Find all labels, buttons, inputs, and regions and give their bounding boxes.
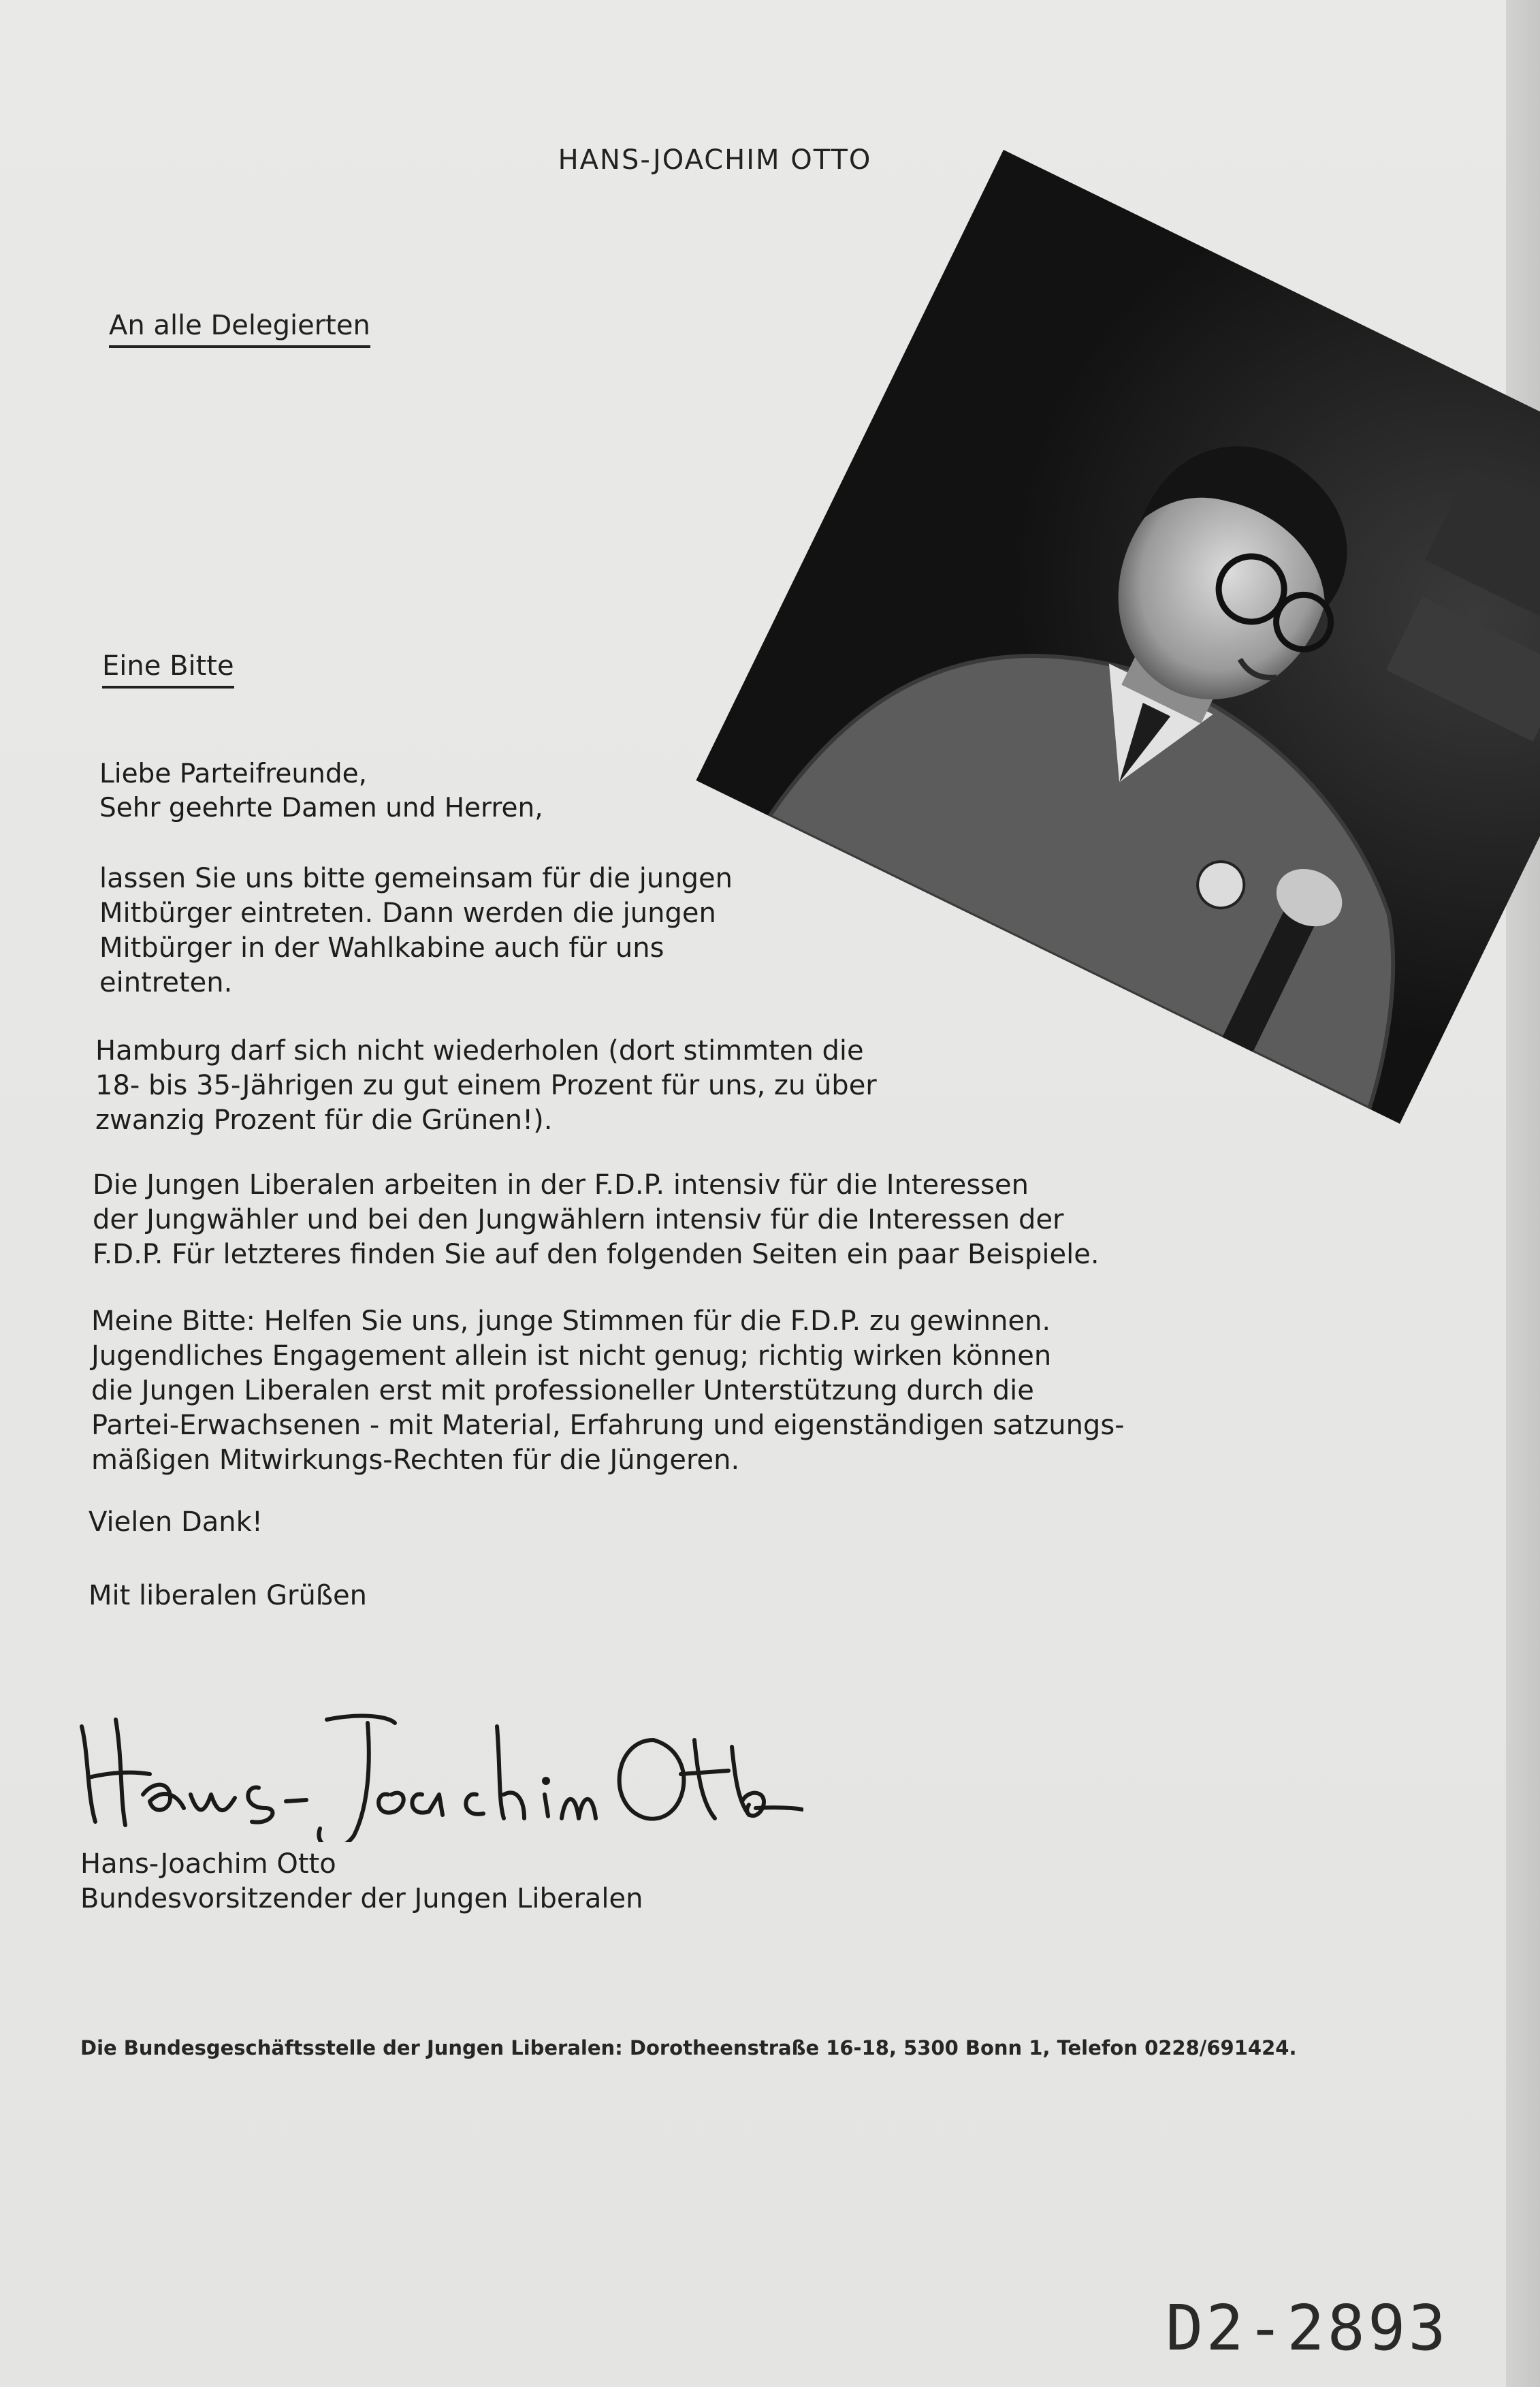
- signer-block: [80, 1847, 643, 1916]
- handwritten-signature: [68, 1699, 803, 1842]
- salutation: [99, 757, 543, 825]
- closing-line: Mit liberalen Grüßen: [89, 1580, 367, 1611]
- salutation-line: Liebe Parteifreunde,: [99, 759, 368, 789]
- portrait-photo: [696, 150, 1540, 1124]
- signer-title: Bundesvorsitzender der Jungen Liberalen: [80, 1883, 643, 1914]
- footer-address: Die Bundesgeschäftsstelle der Jungen Liberalen: Dorotheenstraße 16-18, 5300 Bonn 1, Telefon 0228/691424.: [80, 2036, 1297, 2059]
- subject-heading: Eine Bitte: [102, 650, 234, 689]
- scan-edge: [1506, 0, 1540, 2387]
- paragraph-line: Jugendliches Engagement allein ist nicht genug; richtig wirken können: [91, 1340, 1052, 1372]
- paragraph-line: Partei-Erwachsenen - mit Material, Erfahrung und eigenständigen satzungs-: [91, 1410, 1125, 1441]
- paragraph-line: Mitbürger eintreten. Dann werden die jungen: [99, 898, 716, 929]
- paragraph-1: [99, 861, 733, 1000]
- paragraph-line: Mitbürger in der Wahlkabine auch für uns: [99, 932, 664, 964]
- paragraph-4: [91, 1304, 1125, 1478]
- paragraph-line: Hamburg darf sich nicht wiederholen (dort stimmten die: [95, 1035, 864, 1066]
- paragraph-line: Die Jungen Liberalen arbeiten in der F.D.P. intensiv für die Interessen: [93, 1169, 1029, 1201]
- paragraph-line: mäßigen Mitwirkungs-Rechten für die Jüngeren.: [91, 1444, 740, 1476]
- paragraph-line: lassen Sie uns bitte gemeinsam für die jungen: [99, 863, 733, 894]
- paragraph-2: [95, 1034, 877, 1138]
- paragraph-line: die Jungen Liberalen erst mit professioneller Unterstützung durch die: [91, 1375, 1034, 1406]
- salutation-line: Sehr geehrte Damen und Herren,: [99, 793, 543, 823]
- thanks-line: Vielen Dank!: [89, 1506, 263, 1538]
- paragraph-line: 18- bis 35-Jährigen zu gut einem Prozent für uns, zu über: [95, 1070, 877, 1101]
- paragraph-line: Meine Bitte: Helfen Sie uns, junge Stimmen für die F.D.P. zu gewinnen.: [91, 1306, 1051, 1337]
- portrait-photo-graphic: [696, 150, 1540, 1124]
- paragraph-line: F.D.P. Für letzteres finden Sie auf den folgenden Seiten ein paar Beispiele.: [93, 1239, 1100, 1270]
- paragraph-line: der Jungwähler und bei den Jungwählern intensiv für die Interessen der: [93, 1204, 1064, 1235]
- addressee-heading: An alle Delegierten: [109, 310, 370, 348]
- archive-number: D2-2893: [1166, 2292, 1449, 2365]
- paragraph-3: [93, 1168, 1100, 1272]
- paragraph-line: eintreten.: [99, 967, 233, 998]
- signer-name: Hans-Joachim Otto: [80, 1848, 336, 1880]
- paragraph-line: zwanzig Prozent für die Grünen!).: [95, 1105, 553, 1136]
- letterhead-name: HANS-JOACHIM OTTO: [558, 144, 872, 176]
